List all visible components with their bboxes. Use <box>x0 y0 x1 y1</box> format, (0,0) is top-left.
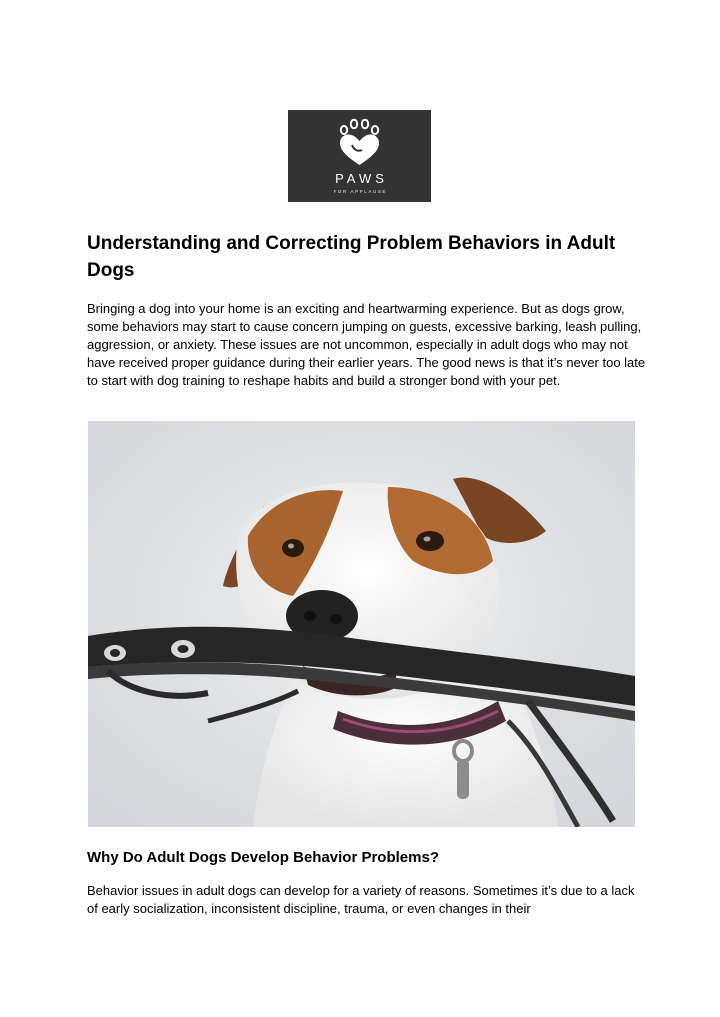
section-paragraph: Behavior issues in adult dogs can develop for a variety of reasons. Sometimes it’s due to a lack of early socialization, inconsistent discipline, trauma, or even changes in their <box>87 883 635 916</box>
intro-paragraph: Bringing a dog into your home is an exciting and heartwarming experience. But as dogs grow, some behaviors may start to cause concern jumping on guests, excessive barking, leash pulling, aggression, or anxiety. These issues are not uncommon, especially in adult dogs who may not have received proper guidance during their earlier years. The good news is that it’s never too late to start with dog training to reshape habits and build a stronger bond with your pet. <box>87 301 646 388</box>
dog-photo <box>88 421 635 827</box>
article-title: Understanding and Correcting Problem Behaviors in Adult Dogs <box>87 233 616 281</box>
brand-logo <box>288 110 431 202</box>
logo-brand-text: PAWS <box>335 171 388 186</box>
section-heading: Why Do Adult Dogs Develop Behavior Problems? <box>87 849 439 866</box>
dog-with-leash-image <box>88 421 635 827</box>
logo-tagline: FOR APPLAUSE <box>333 189 388 194</box>
